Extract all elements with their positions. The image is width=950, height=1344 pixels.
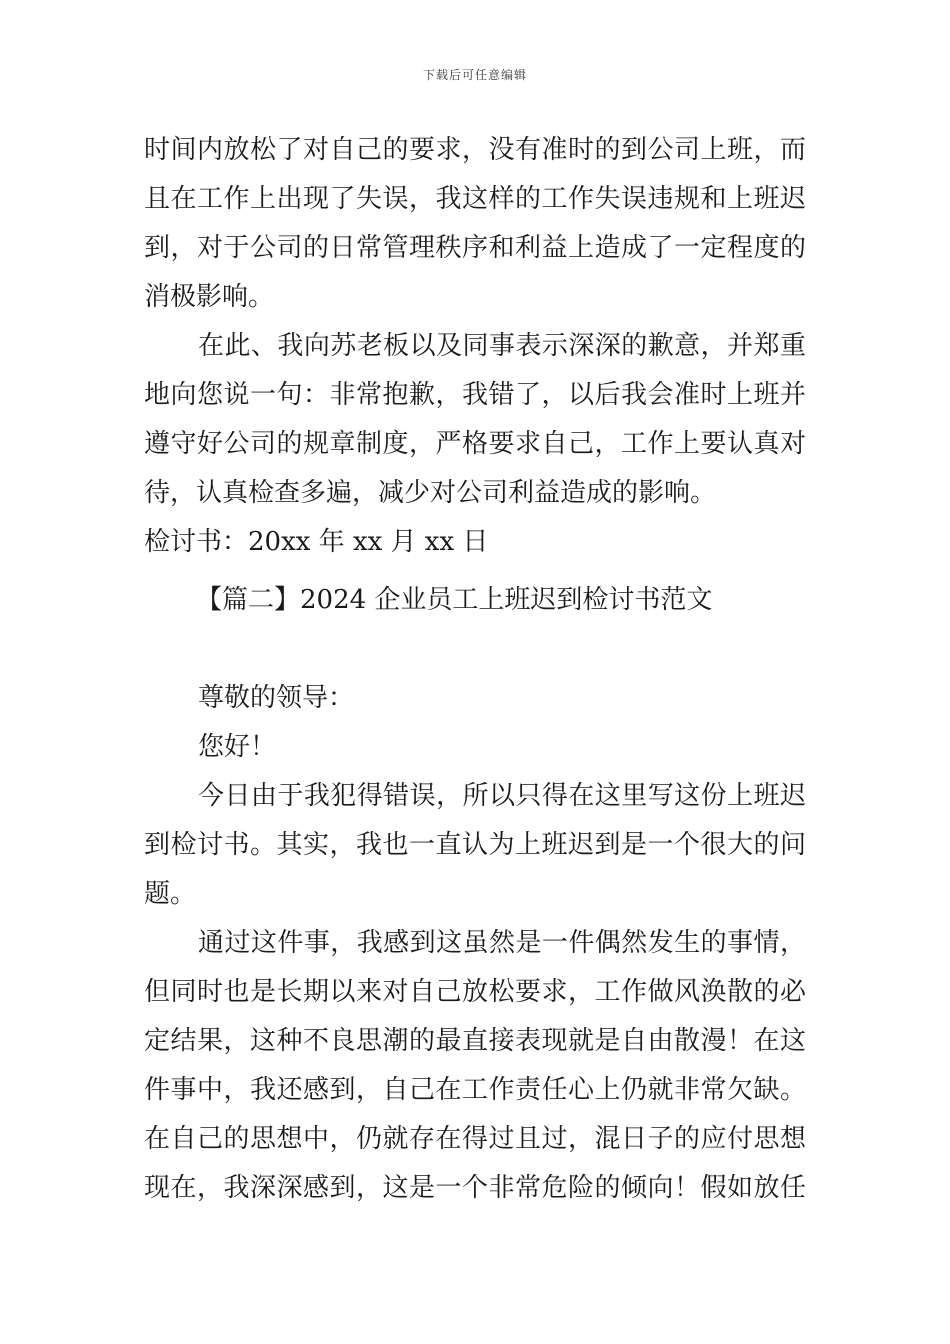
document-body-part-2 — [144, 674, 806, 1213]
section-title: 【篇二】2024 企业员工上班迟到检讨书范文 — [196, 585, 713, 615]
paragraph-line: 现在，我深深感到，这是一个非常危险的倾向！假如放任 — [144, 1173, 806, 1203]
paragraph-line: 今日由于我犯得错误，所以只得在这里写这份上班迟 — [198, 781, 806, 811]
paragraph-line: 到，对于公司的日常管理秩序和利益上造成了一定程度的 — [144, 233, 806, 263]
paragraph-line: 消极影响。 — [144, 282, 275, 312]
paragraph-line: 地向您说一句：非常抱歉，我错了，以后我会准时上班并 — [144, 380, 806, 410]
paragraph-line: 待，认真检查多遍，减少对公司利益造成的影响。 — [144, 478, 717, 508]
paragraph-line: 在自己的思想中，仍就存在得过且过，混日子的应付思想 — [144, 1124, 806, 1154]
paragraph-line: 时间内放松了对自己的要求，没有准时的到公司上班，而 — [144, 135, 806, 165]
salutation-line: 尊敬的领导： — [198, 683, 355, 713]
paragraph-line: 到检讨书。其实，我也一直认为上班迟到是一个很大的问 — [144, 830, 806, 860]
paragraph-line: 题。 — [144, 879, 197, 909]
paragraph-line: 件事中，我还感到，自己在工作责任心上仍就非常欠缺。 — [144, 1075, 806, 1105]
paragraph-line: 在此、我向苏老板以及同事表示深深的歉意，并郑重 — [198, 331, 806, 361]
paragraph-line: 但同时也是长期以来对自己放松要求，工作做风涣散的必 — [144, 977, 806, 1007]
date-line: 检讨书：20xx 年 xx 月 xx 日 — [144, 527, 489, 557]
document-body-part-1 — [144, 126, 806, 567]
header-note: 下载后可任意编辑 — [422, 68, 527, 82]
paragraph-line: 通过这件事，我感到这虽然是一件偶然发生的事情， — [198, 928, 806, 958]
paragraph-line: 且在工作上出现了失误，我这样的工作失误违规和上班迟 — [144, 184, 806, 214]
paragraph-line: 定结果，这种不良思潮的最直接表现就是自由散漫！在这 — [144, 1026, 806, 1056]
greeting-line: 您好！ — [198, 732, 277, 762]
paragraph-line: 遵守好公司的规章制度，严格要求自己，工作上要认真对 — [144, 429, 806, 459]
